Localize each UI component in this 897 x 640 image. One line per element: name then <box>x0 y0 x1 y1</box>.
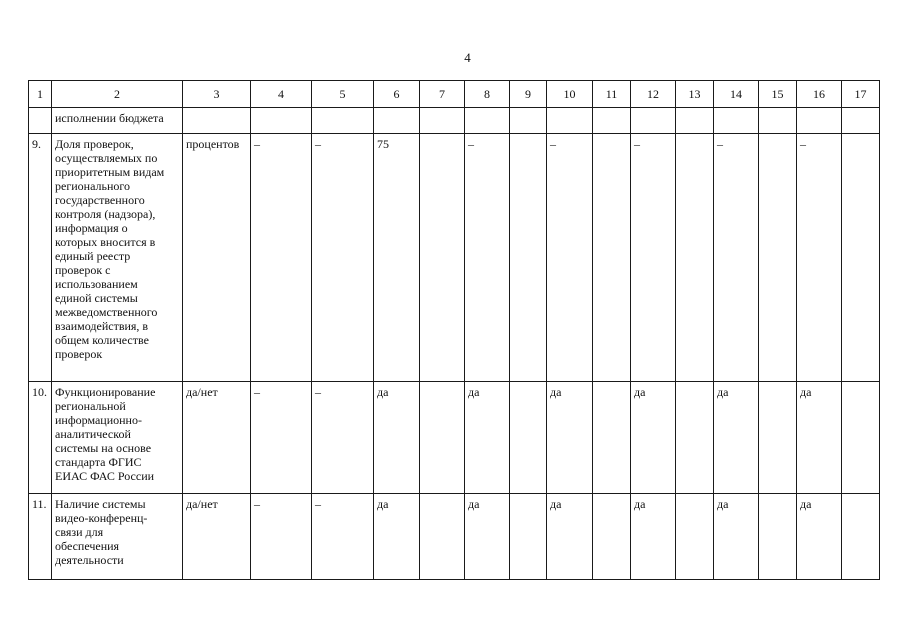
table-cell: – <box>714 134 759 382</box>
table-cell: да <box>797 494 842 580</box>
column-header: 16 <box>797 81 842 108</box>
table-cell <box>547 108 593 134</box>
table-cell <box>593 382 631 494</box>
table-row <box>29 494 880 580</box>
table-cell <box>29 108 52 134</box>
column-header: 8 <box>465 81 510 108</box>
column-header: 14 <box>714 81 759 108</box>
header-row <box>29 81 880 108</box>
column-header: 3 <box>183 81 251 108</box>
column-header: 2 <box>52 81 183 108</box>
column-header: 13 <box>676 81 714 108</box>
unit-cell: да/нет <box>183 382 251 494</box>
table-cell: да <box>714 494 759 580</box>
column-header: 5 <box>312 81 374 108</box>
indicators-table <box>28 80 880 580</box>
column-header: 15 <box>759 81 797 108</box>
table-cell: да <box>465 382 510 494</box>
table-cell <box>676 108 714 134</box>
table-cell <box>797 108 842 134</box>
table-cell <box>593 134 631 382</box>
table-cell <box>631 108 676 134</box>
table-cell: – <box>251 134 312 382</box>
table-cell <box>759 134 797 382</box>
table-cell <box>510 382 547 494</box>
row-number: 10. <box>29 382 52 494</box>
row-number: 11. <box>29 494 52 580</box>
table-cell: – <box>631 134 676 382</box>
table-cell: – <box>251 494 312 580</box>
continuation-row <box>29 108 880 134</box>
indicator-name: Доля проверок, осуществляемых по приоритетным видам регионального государственного контроля (надзора), информация о которых вносится в единый реестр проверок с использованием единой системы межведомственного взаимодействия, в общем количестве проверок <box>52 134 183 382</box>
table-cell <box>759 494 797 580</box>
table-cell: да <box>374 494 420 580</box>
table-cell <box>510 134 547 382</box>
table-cell: – <box>312 494 374 580</box>
table-cell: – <box>797 134 842 382</box>
table-cell <box>842 134 880 382</box>
unit-cell: процентов <box>183 134 251 382</box>
column-header: 10 <box>547 81 593 108</box>
column-header: 17 <box>842 81 880 108</box>
table-cell <box>759 108 797 134</box>
table-cell: да <box>631 382 676 494</box>
table-cell <box>420 108 465 134</box>
indicator-name: Функционирование региональной информационно- аналитической системы на основе стандарта ФГИС ЕИАС ФАС России <box>52 382 183 494</box>
table-cell <box>251 108 312 134</box>
table-cell <box>842 494 880 580</box>
table-row <box>29 382 880 494</box>
column-header: 11 <box>593 81 631 108</box>
table-cell <box>420 494 465 580</box>
indicator-name: Наличие системы видео-конференц- связи для обеспечения деятельности <box>52 494 183 580</box>
table-cell: – <box>547 134 593 382</box>
table-cell <box>593 108 631 134</box>
table-cell: да <box>374 382 420 494</box>
table-cell <box>842 108 880 134</box>
table-cell <box>420 382 465 494</box>
table-cell <box>510 108 547 134</box>
table-cell <box>420 134 465 382</box>
row-number: 9. <box>29 134 52 382</box>
table-cell: – <box>465 134 510 382</box>
table-cell <box>676 494 714 580</box>
table-cell <box>759 382 797 494</box>
table-cell <box>593 494 631 580</box>
table-cell: – <box>312 134 374 382</box>
page-number: 4 <box>464 50 471 65</box>
table-cell: да <box>547 494 593 580</box>
column-header: 12 <box>631 81 676 108</box>
table-cell <box>714 108 759 134</box>
column-header: 6 <box>374 81 420 108</box>
table-cell <box>312 108 374 134</box>
column-header: 1 <box>29 81 52 108</box>
table-row <box>29 134 880 382</box>
table-cell: да <box>714 382 759 494</box>
unit-cell: да/нет <box>183 494 251 580</box>
table-cell <box>510 494 547 580</box>
column-header: 4 <box>251 81 312 108</box>
table-cell: – <box>312 382 374 494</box>
table-cell <box>676 134 714 382</box>
table-cell: да <box>797 382 842 494</box>
table-cell <box>465 108 510 134</box>
table-cell <box>183 108 251 134</box>
column-header: 7 <box>420 81 465 108</box>
indicator-name: исполнении бюджета <box>52 108 183 134</box>
table-cell: да <box>465 494 510 580</box>
table-cell <box>842 382 880 494</box>
column-header: 9 <box>510 81 547 108</box>
table-cell: 75 <box>374 134 420 382</box>
table-cell <box>676 382 714 494</box>
table-cell: – <box>251 382 312 494</box>
table-cell: да <box>547 382 593 494</box>
table-cell <box>374 108 420 134</box>
table-cell: да <box>631 494 676 580</box>
